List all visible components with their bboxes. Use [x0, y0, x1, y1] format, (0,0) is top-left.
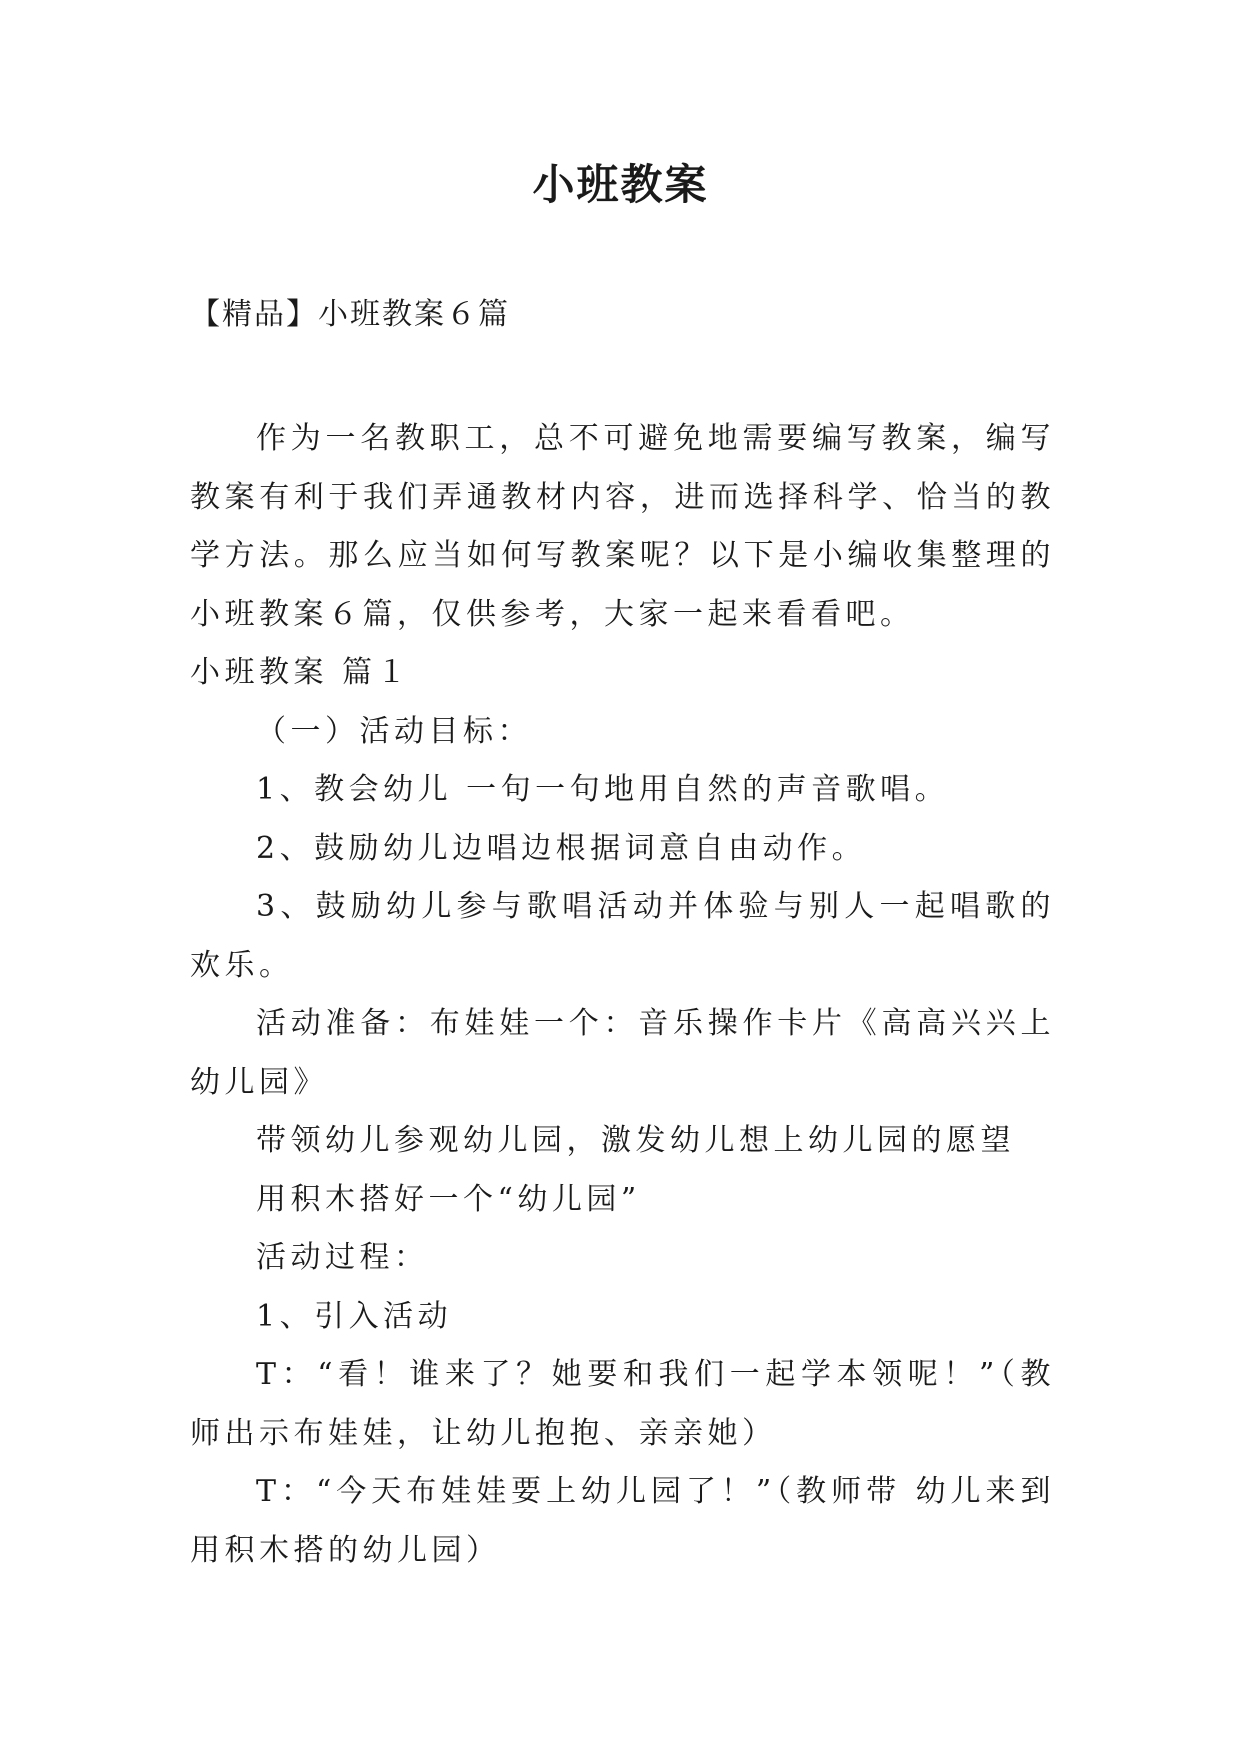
document-title: 小班教案 [532, 160, 709, 209]
preparation-item: 带领幼儿参观幼儿园，激发幼儿想上幼儿园的愿望 [256, 1123, 1015, 1158]
goal-item: 1、教会幼儿 一句一句地用自然的声音歌唱。 [256, 772, 950, 807]
section-heading: 小班教案 篇１ [190, 655, 412, 690]
process-heading: 活动过程： [256, 1240, 429, 1275]
goal-item: 3、鼓励幼儿参与歌唱活动并体验与别人一起唱歌的欢乐。 [190, 889, 1055, 983]
preparation-paragraph: 活动准备：布娃娃一个：音乐操作卡片《高高兴兴上幼儿园》 [190, 1006, 1055, 1100]
dialogue-paragraph: T：“看！谁来了？她要和我们一起学本领呢！”（教师出示布娃娃，让幼儿抱抱、亲亲她） [190, 1357, 1055, 1451]
document-body [190, 410, 1055, 1580]
intro-paragraph: 作为一名教职工，总不可避免地需要编写教案，编写教案有利于我们弄通教材内容，进而选择科学、恰当的教学方法。那么应当如何写教案呢？以下是小编收集整理的小班教案６篇，仅供参考，大家一起来看看吧。 [190, 421, 1055, 632]
activity-goals-heading: （一）活动目标： [256, 713, 532, 749]
dialogue-paragraph: T：“今天布娃娃要上幼儿园了！”（教师带 幼儿来到用积木搭的幼儿园） [190, 1474, 1055, 1568]
document-subtitle: 【精品】小班教案６篇 [190, 297, 510, 332]
preparation-item: 用积木搭好一个“幼儿园” [256, 1181, 641, 1217]
process-step: 1、引入活动 [256, 1298, 453, 1334]
goal-item: 2、鼓励幼儿边唱边根据词意自由动作。 [256, 830, 867, 866]
